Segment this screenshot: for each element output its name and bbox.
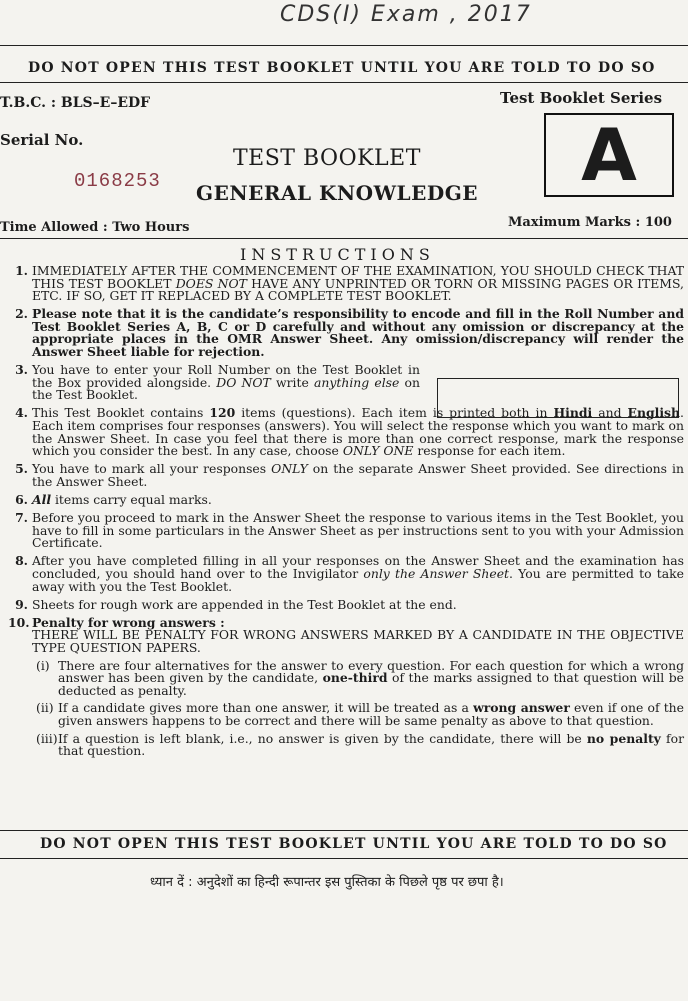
instruction-item <box>8 494 684 507</box>
sub-number: (ii) <box>36 700 54 716</box>
series-box <box>544 113 674 197</box>
handwritten-note: CDS(I) Exam , 2017 <box>280 2 532 27</box>
series-letter: A <box>581 113 637 197</box>
instruction-item <box>8 265 684 303</box>
sub-number: (i) <box>36 657 50 673</box>
instruction-item <box>8 364 684 402</box>
header-rule <box>0 238 688 239</box>
instruction-item <box>8 463 684 488</box>
top-rule-2 <box>0 82 688 83</box>
instruction-item <box>8 407 684 457</box>
instruction-item <box>8 614 684 759</box>
item-number: 8. <box>15 553 28 569</box>
item-text: Sheets for rough work are appended in the Test Booklet at the end. <box>32 596 457 612</box>
warning-top: DO NOT OPEN THIS TEST BOOKLET UNTIL YOU ARE TOLD TO DO SO <box>28 60 656 76</box>
top-rule <box>0 45 688 46</box>
maximum-marks: Maximum Marks : 100 <box>508 215 672 230</box>
penalty-title: Penalty for wrong answers : <box>32 614 225 630</box>
item-number: 9. <box>15 596 28 612</box>
booklet-title: TEST BOOKLET <box>233 146 421 171</box>
instructions-list <box>8 265 684 763</box>
item-number: 5. <box>15 461 28 477</box>
sub-item <box>32 730 684 759</box>
sub-item <box>32 702 684 727</box>
bottom-rule <box>0 830 688 831</box>
sub-item <box>32 657 684 698</box>
sub-text: If a question is left blank, i.e., no answer is given by the candidate, there will be no penalty for that question. <box>58 730 684 759</box>
item-number: 3. <box>15 362 28 378</box>
item-number: 6. <box>15 492 28 507</box>
hindi-note: ध्यान दें : अनुदेशों का हिन्दी रूपान्तर इस पुस्तिका के पिछले पृष्ठ पर छपा है। <box>150 875 504 890</box>
item-text <box>32 614 684 759</box>
subject-title: GENERAL KNOWLEDGE <box>196 181 479 205</box>
item-text: You have to mark all your responses ONLY on the separate Answer Sheet provided. See directions in the Answer Sheet. <box>32 461 684 489</box>
bottom-rule-2 <box>0 858 688 859</box>
item-number: 7. <box>15 510 28 526</box>
instruction-item <box>8 308 684 358</box>
item-text: IMMEDIATELY AFTER THE COMMENCEMENT OF THE EXAMINATION, YOU SHOULD CHECK THAT THIS TEST BOOKLET DOES NOT HAVE ANY UNPRINTED OR TORN OR MISSING PAGES OR ITEMS, ETC. IF SO, GET IT REPLACED BY A COMPLETE TEST BOOKLET. <box>32 263 684 304</box>
instruction-item <box>8 596 684 612</box>
item-text: You have to enter your Roll Number on the Test Booklet in the Box provided alongside. DO NOT write anything else on the Test Booklet. <box>32 362 420 403</box>
warning-bottom: DO NOT OPEN THIS TEST BOOKLET UNTIL YOU ARE TOLD TO DO SO <box>40 836 668 852</box>
item-number: 1. <box>15 263 28 278</box>
sub-text: There are four alternatives for the answer to every question. For each question for which a wrong answer has been given by the candidate, one-third of the marks assigned to that question will be deducted as penalty. <box>58 657 684 698</box>
item-number: 10. <box>8 614 30 630</box>
item-text: After you have completed filling in all your responses on the Answer Sheet and the examination has concluded, you should hand over to the Invigilator only the Answer Sheet. You are permitted to take away with you the Test Booklet. <box>32 553 684 594</box>
sub-number: (iii) <box>36 730 58 746</box>
instructions-heading: INSTRUCTIONS <box>240 245 435 264</box>
item-text: Before you proceed to mark in the Answer Sheet the response to various items in the Test Booklet, you have to fill in some particulars in the Answer Sheet as per instructions sent to you with your Admission Certificate. <box>32 510 684 551</box>
penalty-body: THERE WILL BE PENALTY FOR WRONG ANSWERS MARKED BY A CANDIDATE IN THE OBJECTIVE TYPE QUESTION PAPERS. <box>32 627 684 655</box>
instruction-item <box>8 555 684 593</box>
serial-label: Serial No. <box>0 131 84 149</box>
item-text: This Test Booklet contains 120 items (questions). Each item is printed both in Hindi and English. Each item comprises four responses (answers). You will select the response which you want to mark on the Answer Sheet. In case you feel that there is more than one correct response, mark the response which you consider the best. In any case, choose ONLY ONE response for each item. <box>32 405 684 459</box>
serial-number: 0168253 <box>74 170 161 192</box>
item-text: Please note that it is the candidate’s responsibility to encode and fill in the Roll Number and Test Booklet Series A, B, C or D carefully and without any omission or discrepancy at the appropriate places in the OMR Answer Sheet. Any omission/discrepancy will render the Answer Sheet liable for rejection. <box>32 306 684 360</box>
time-allowed: Time Allowed : Two Hours <box>0 220 190 235</box>
instruction-item <box>8 512 684 550</box>
item-number: 4. <box>15 405 28 421</box>
series-label: Test Booklet Series <box>500 89 663 107</box>
sub-text: If a candidate gives more than one answer, it will be treated as a wrong answer even if one of the given answers happens to be correct and there will be same penalty as above to that question. <box>58 700 684 728</box>
tbc-code: T.B.C. : BLS–E–EDF <box>0 95 151 111</box>
item-text: All items carry equal marks. <box>32 492 212 507</box>
item-number: 2. <box>15 306 28 322</box>
